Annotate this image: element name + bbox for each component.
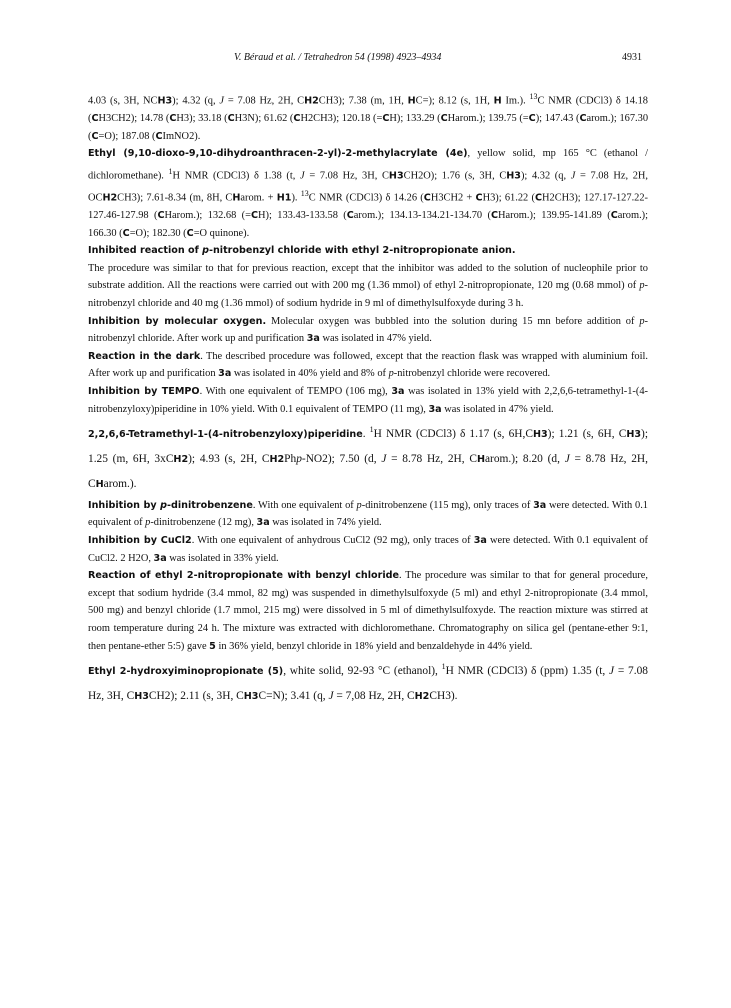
text-segment: H); 133.43-133.58 ( bbox=[258, 209, 347, 221]
text-segment: 2,2,6,6-Tetramethyl-1-(4-nitrobenzyloxy)piperidine bbox=[88, 428, 363, 440]
text-segment: H3 bbox=[388, 170, 404, 182]
paragraph-p1 bbox=[88, 88, 648, 145]
text-segment: C bbox=[169, 113, 177, 125]
text-segment: CH2O); 1.76 (s, 3H, C bbox=[403, 170, 507, 182]
text-segment: Inhibition by bbox=[88, 499, 161, 511]
text-segment: C bbox=[534, 192, 543, 204]
text-segment: C bbox=[293, 113, 301, 125]
text-segment: arom.); 8.20 (d, bbox=[484, 452, 565, 465]
text-segment: Ethyl (9,10-dioxo-9,10-dihydroanthracen-2-yl)-2-methylacrylate (4e) bbox=[88, 148, 468, 160]
text-segment: was isolated in 13% yield with 2,2,6,6-tetramethyl-1-(4-nitrobenzyloxy)piperidine in 10% yield. With 0.1 equivalent of TEMPO (11 mg), bbox=[88, 385, 648, 415]
text-segment: H); 133.29 ( bbox=[389, 113, 441, 125]
text-segment: C bbox=[490, 209, 499, 221]
text-segment: in 36% yield, benzyl chloride in 18% yield and benzaldehyde in 44% yield. bbox=[215, 640, 533, 652]
text-segment: J bbox=[570, 170, 576, 182]
paragraph-p8 bbox=[88, 418, 648, 497]
paragraph-p10 bbox=[88, 532, 648, 567]
text-segment: was isolated in 47% yield. bbox=[441, 403, 554, 415]
text-segment: . The procedure was similar to that for general procedure, except that sodium hydride (3.4 mmol, 82 mg) was suspended in dimethylsulfoxyde (5 ml) and ethyl 2-nitropropionate (3.4 mmol, 500 mg) and benzyl chloride (1.7 mmol, 215 mg) were dissolved in 5 ml of dimethylsulfoxyde. The reaction mixture was stirred at room temperature during 24 h. The mixture was extracted with dichloromethane. Chromatography on silica gel (pentane-ether 9:1, then pentane-ether 5:5) gave bbox=[88, 570, 648, 652]
text-segment: H3 bbox=[532, 428, 548, 440]
text-segment: arom.); 167.30 ( bbox=[88, 113, 649, 142]
text-segment: H bbox=[407, 95, 416, 107]
text-segment: -dinitrobenzene (115 mg), only traces of bbox=[361, 499, 534, 511]
text-segment: Inhibition by molecular oxygen. bbox=[88, 315, 267, 327]
text-segment: H3 bbox=[243, 691, 259, 703]
text-segment: J bbox=[328, 690, 334, 703]
text-segment: H NMR (CDCl3) δ 1.38 (t, bbox=[172, 170, 301, 182]
text-segment: = 8.78 Hz, 2H, C bbox=[386, 452, 477, 465]
text-segment: H3 bbox=[506, 170, 521, 182]
text-segment: , yellow solid, mp 165 °C (ethanol / dichloromethane). bbox=[88, 148, 648, 182]
text-segment: . bbox=[362, 427, 370, 440]
text-segment: J bbox=[564, 452, 570, 465]
text-segment: H3 bbox=[626, 428, 642, 440]
journal-citation: V. Béraud et al. / Tetrahedron 54 (1998) 4923–4934 bbox=[234, 52, 442, 63]
text-segment: was isolated in 40% yield and 8% of bbox=[231, 368, 389, 380]
text-segment: 3a bbox=[153, 552, 167, 564]
text-segment: H3CH2 + bbox=[430, 192, 476, 204]
text-segment: CH3). bbox=[429, 690, 458, 703]
text-segment: 3a bbox=[218, 368, 232, 380]
text-segment: C bbox=[528, 113, 536, 125]
text-segment: Harom.); 139.75 (= bbox=[447, 113, 529, 125]
text-segment: ImNO2). bbox=[162, 130, 201, 142]
text-segment: were detected. With 0.1 equivalent of CuCl2. 2 H2O, bbox=[88, 535, 649, 564]
text-segment: -nitrobenzyl chloride and 40 mg (1.36 mmol) of sodium hydride in 9 ml of dimethylsulfoxyde during 3 h. bbox=[88, 280, 648, 309]
text-segment: was isolated in 33% yield. bbox=[166, 552, 279, 564]
text-segment: H bbox=[232, 192, 241, 204]
text-segment: ); 4.32 (q, bbox=[172, 95, 220, 107]
text-segment: C bbox=[122, 227, 130, 239]
text-segment: H3 bbox=[134, 691, 149, 703]
text-segment: , white solid, 92-93 °C (ethanol), bbox=[283, 665, 442, 678]
text-segment: Harom.); 139.95-141.89 ( bbox=[498, 209, 611, 221]
text-segment: . With one equivalent of TEMPO (106 mg), bbox=[199, 385, 392, 397]
text-segment: . The described procedure was followed, except that the reaction flask was wrapped with aluminium foil. After work up and purification bbox=[88, 350, 648, 380]
paragraph-p12 bbox=[88, 655, 648, 709]
text-segment: arom. + bbox=[240, 192, 277, 204]
text-segment: arom.). bbox=[103, 477, 137, 490]
text-segment: H2 bbox=[304, 95, 319, 107]
text-segment: p bbox=[145, 517, 151, 529]
text-segment: = 7.08 Hz, 3H, C bbox=[88, 665, 648, 703]
text-segment: H NMR (CDCl3) δ 1.17 (s, 6H,C bbox=[373, 427, 533, 440]
text-segment: Inhibition by TEMPO bbox=[88, 385, 200, 397]
text-segment: 1 bbox=[168, 166, 173, 176]
paragraph-p9 bbox=[88, 497, 648, 532]
running-header bbox=[88, 52, 648, 68]
text-segment: was isolated in 47% yield. bbox=[319, 333, 432, 345]
text-segment: H2 bbox=[414, 691, 430, 703]
text-segment: ); 1.21 (s, 6H, C bbox=[547, 427, 627, 440]
text-segment: p bbox=[639, 280, 645, 292]
text-segment: H2 bbox=[173, 453, 189, 465]
text-segment: C bbox=[155, 130, 163, 142]
text-segment: ); 147.43 ( bbox=[535, 113, 580, 125]
text-segment: 3a bbox=[473, 535, 487, 547]
text-segment: ). bbox=[291, 192, 301, 204]
text-segment: Ethyl 2-hydroxyiminopropionate (5) bbox=[88, 666, 284, 678]
text-segment: H3N); 61.62 ( bbox=[234, 113, 294, 125]
text-segment: CH3); 7.61-8.34 (m, 8H, C bbox=[117, 192, 233, 204]
text-segment: = 7.08 Hz, 2H, OC bbox=[88, 170, 649, 204]
paragraph-p7 bbox=[88, 383, 648, 418]
text-segment: 3a bbox=[306, 333, 320, 345]
text-segment: . With one equivalent of anhydrous CuCl2 (92 mg), only traces of bbox=[191, 535, 474, 547]
paragraph-p6 bbox=[88, 348, 648, 383]
text-segment: Inhibition by CuCl2 bbox=[88, 535, 192, 547]
text-segment: . With one equivalent of bbox=[252, 499, 357, 511]
text-segment: 5 bbox=[209, 640, 216, 652]
text-segment: H1 bbox=[276, 192, 292, 204]
text-segment: Ph bbox=[284, 452, 297, 465]
text-segment: C bbox=[91, 130, 99, 142]
text-segment: 13 bbox=[529, 92, 538, 101]
text-segment: H2 bbox=[102, 192, 118, 204]
text-segment: The procedure was similar to that for previous reaction, except that the inhibitor was added to the solution of nucleophile prior to substrate addition. All the reactions were carried out with 200 mg (1.36 mmol) of ethyl 2-nitropropionate, 120 mg (0.68 mmol) of bbox=[88, 262, 648, 292]
text-segment: -nitrobenzyl chloride with ethyl 2-nitropropionate anion. bbox=[209, 245, 516, 257]
text-segment: H bbox=[493, 95, 502, 107]
text-segment: = 8.78 Hz, 2H, C bbox=[88, 452, 648, 490]
text-segment: C=); 8.12 (s, 1H, bbox=[415, 95, 494, 107]
text-segment: -nitrobenzyl chloride. After work up and purification bbox=[88, 315, 648, 345]
text-segment: p bbox=[388, 368, 394, 380]
text-segment: 3a bbox=[428, 403, 442, 415]
text-segment: = 7,08 Hz, 2H, C bbox=[333, 690, 415, 703]
text-segment: 1 bbox=[441, 662, 446, 672]
text-segment: 3a bbox=[533, 499, 547, 511]
text-segment: C bbox=[251, 209, 259, 221]
text-segment: H NMR (CDCl3) δ (ppm) 1.35 (t, bbox=[445, 665, 610, 678]
text-segment: 3a bbox=[391, 385, 405, 397]
text-segment: C bbox=[423, 192, 431, 204]
page-number: 4931 bbox=[622, 52, 642, 63]
text-segment: Im.). bbox=[501, 95, 530, 107]
text-segment: C NMR (CDCl3) δ 14.26 ( bbox=[308, 192, 424, 204]
text-segment: p bbox=[202, 245, 209, 257]
text-segment: = 7.08 Hz, 3H, C bbox=[304, 170, 389, 182]
text-segment: H3CH2); 14.78 ( bbox=[98, 113, 170, 125]
text-segment: ); 1.25 (m, 6H, 3xC bbox=[88, 427, 648, 465]
text-segment: =O quinone). bbox=[193, 227, 250, 239]
text-segment: 4.03 (s, 3H, NC bbox=[88, 95, 158, 107]
text-segment: ); 4.32 (q, bbox=[520, 170, 571, 182]
text-segment: H3); 33.18 ( bbox=[176, 113, 228, 125]
text-segment: = 7.08 Hz, 2H, C bbox=[224, 95, 305, 107]
text-segment: H bbox=[476, 453, 485, 465]
text-segment: H2CH3); 120.18 (= bbox=[300, 113, 383, 125]
text-segment: p bbox=[356, 499, 362, 511]
text-segment: p bbox=[639, 315, 645, 327]
text-segment: was isolated in 74% yield. bbox=[269, 517, 382, 529]
text-segment: C bbox=[186, 227, 194, 239]
text-segment: ); 4.93 (s, 2H, C bbox=[188, 452, 270, 465]
text-segment: =O); 182.30 ( bbox=[129, 227, 187, 239]
text-segment: C bbox=[579, 113, 587, 125]
text-segment: Reaction in the dark bbox=[88, 350, 201, 362]
text-segment: J bbox=[381, 452, 387, 465]
text-segment: Molecular oxygen was bubbled into the solution during 15 mn before addition of bbox=[266, 315, 640, 327]
text-segment: C bbox=[91, 113, 99, 125]
text-segment: C bbox=[227, 113, 235, 125]
text-segment: -NO2); 7.50 (d, bbox=[301, 452, 382, 465]
text-segment: C NMR (CDCl3) δ 14.18 ( bbox=[88, 95, 648, 125]
text-segment: Inhibited reaction of bbox=[88, 245, 203, 257]
text-segment: Harom.); 132.68 (= bbox=[164, 209, 251, 221]
text-segment: J bbox=[300, 170, 305, 182]
text-segment: H2 bbox=[269, 453, 285, 465]
text-segment: =O); 187.08 ( bbox=[98, 130, 156, 142]
text-segment: Reaction of ethyl 2-nitropropionate with benzyl chloride bbox=[88, 570, 399, 582]
text-segment: C bbox=[440, 113, 448, 125]
text-segment: C bbox=[382, 113, 390, 125]
text-segment: 13 bbox=[300, 188, 309, 198]
paragraph-p5 bbox=[88, 313, 648, 348]
text-segment: arom.); 166.30 ( bbox=[88, 209, 649, 239]
text-segment: CH2); 2.11 (s, 3H, C bbox=[148, 690, 244, 703]
text-segment: were detected. With 0.1 equivalent of bbox=[88, 499, 648, 529]
text-segment: H3 bbox=[157, 95, 173, 107]
paragraph-p2 bbox=[88, 145, 648, 242]
text-segment: C bbox=[157, 209, 165, 221]
text-segment: CH3); 7.38 (m, 1H, bbox=[318, 95, 408, 107]
text-segment: p bbox=[296, 452, 302, 465]
text-segment: -nitrobenzyl chloride were recovered. bbox=[393, 368, 551, 380]
paragraph-p11 bbox=[88, 567, 648, 655]
text-segment: C bbox=[346, 209, 354, 221]
text-segment: H2CH3); 127.17-127.22-127.46-127.98 ( bbox=[88, 192, 649, 221]
paragraph-p4 bbox=[88, 260, 648, 313]
text-segment: p bbox=[160, 499, 168, 511]
text-segment: C bbox=[475, 192, 483, 204]
text-segment: -dinitrobenzene (12 mg), bbox=[150, 517, 257, 529]
text-segment: C=N); 3.41 (q, bbox=[258, 690, 329, 703]
text-segment: arom.); 134.13-134.21-134.70 ( bbox=[353, 209, 491, 221]
paragraph-p3 bbox=[88, 242, 648, 260]
text-segment: -dinitrobenzene bbox=[167, 499, 253, 511]
article-body bbox=[88, 88, 648, 709]
text-segment: H3); 61.22 ( bbox=[482, 192, 535, 204]
text-segment: J bbox=[609, 665, 615, 678]
text-segment: H bbox=[95, 478, 104, 490]
text-segment: 3a bbox=[256, 517, 270, 529]
text-segment: 1 bbox=[369, 425, 374, 435]
text-segment: J bbox=[219, 95, 225, 107]
text-segment: C bbox=[610, 209, 618, 221]
